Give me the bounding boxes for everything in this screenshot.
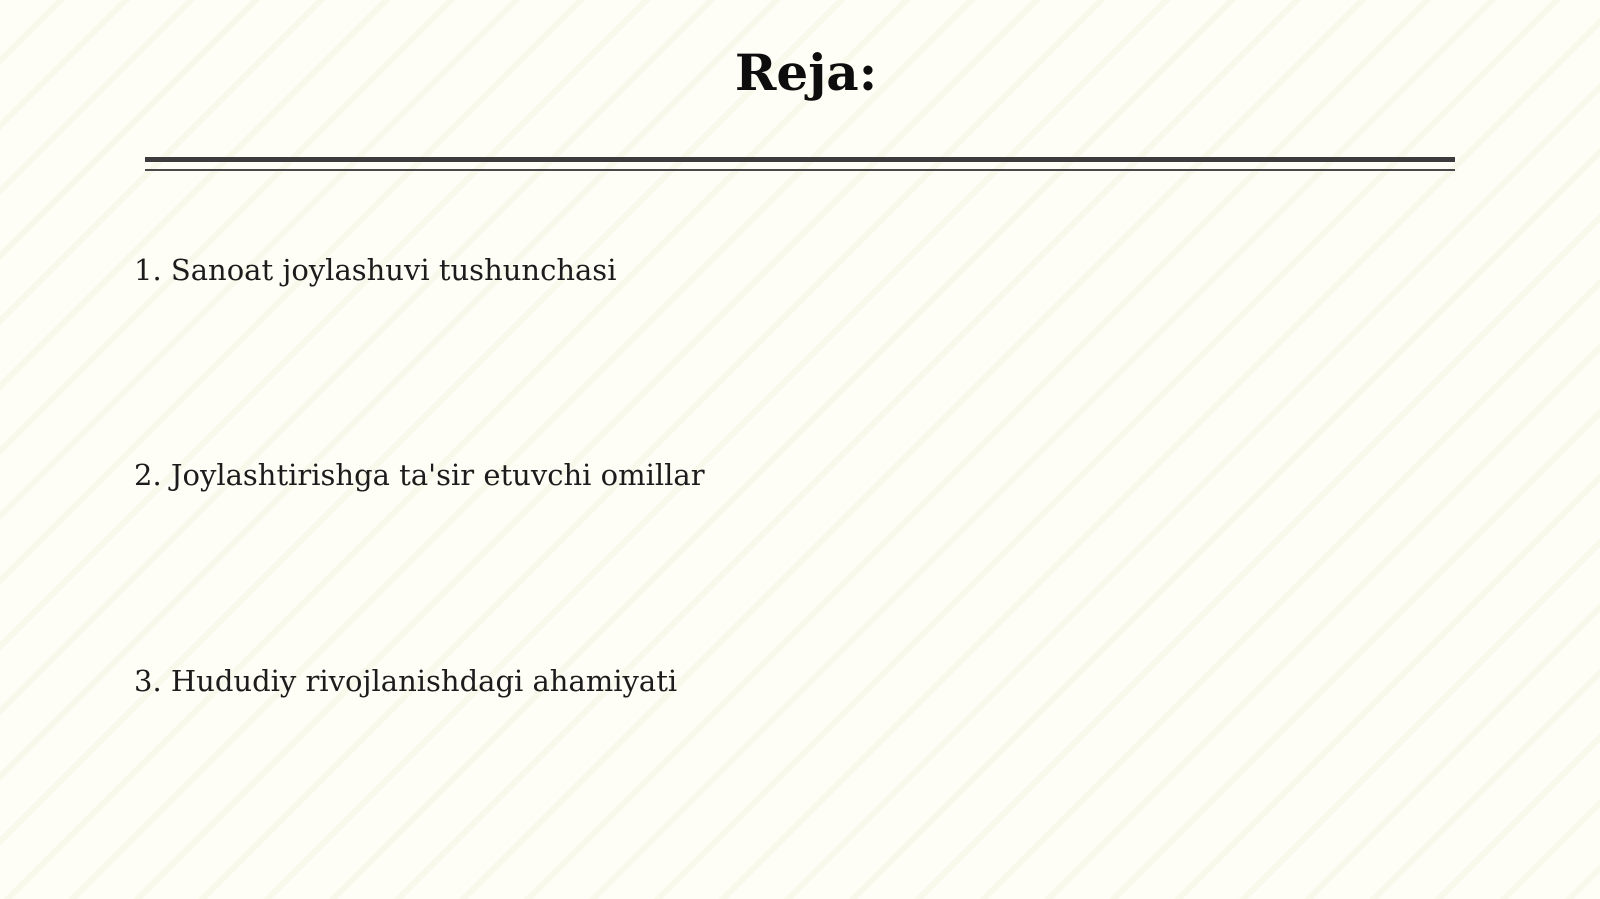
- plan-item-3: 3. Hududiy rivojlanishdagi ahamiyati: [134, 664, 678, 698]
- slide-title: Reja:: [734, 43, 878, 102]
- title-divider-thin: [145, 169, 1455, 171]
- plan-item-2: 2. Joylashtirishga ta'sir etuvchi omillar: [134, 458, 705, 492]
- plan-item-1: 1. Sanoat joylashuvi tushunchasi: [134, 253, 617, 287]
- title-divider-thick: [145, 157, 1455, 162]
